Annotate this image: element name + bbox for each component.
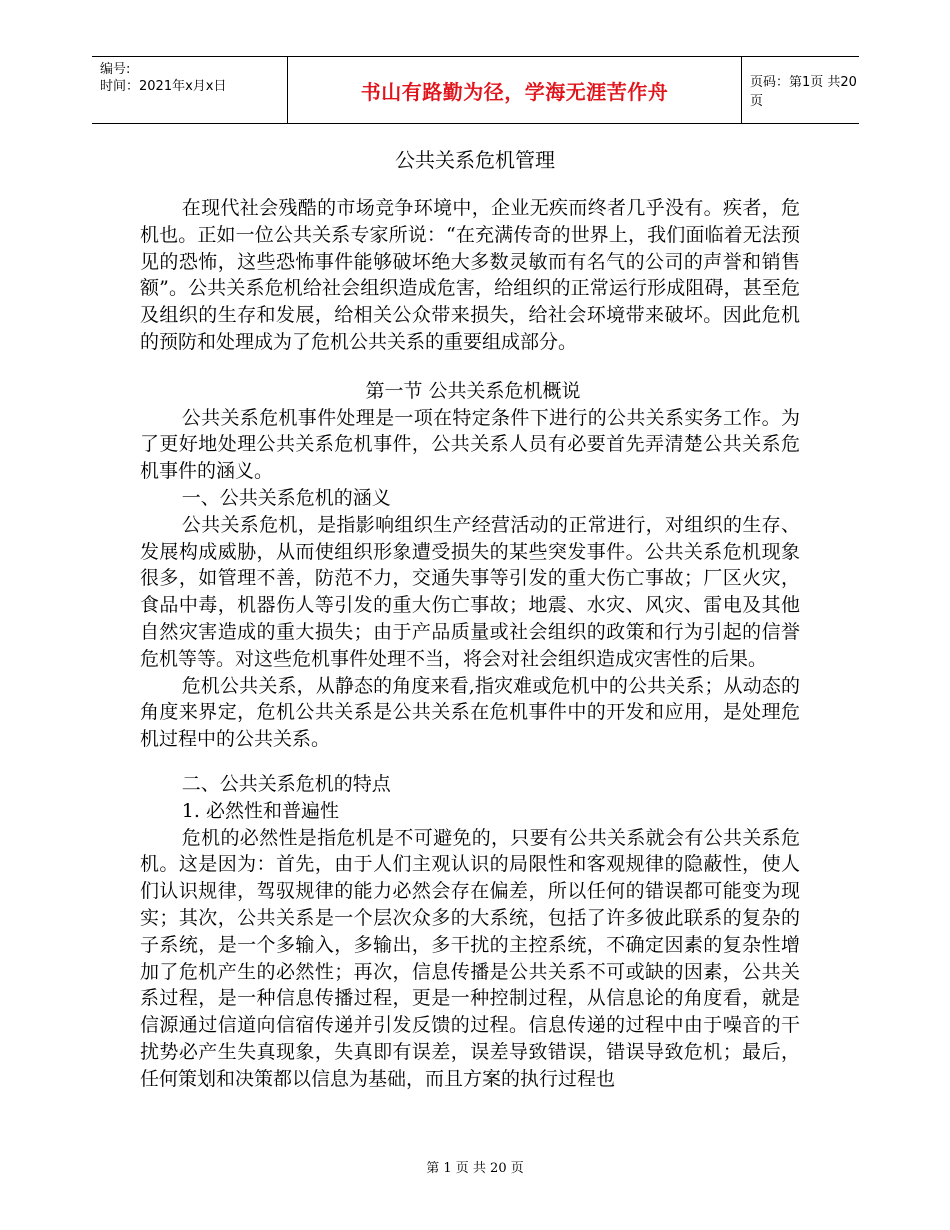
page-footer: 第 1 页 共 20 页 — [426, 1161, 524, 1176]
number-label: 编号: — [100, 62, 131, 77]
section-intro-paragraph: 公共关系危机事件处理是一项在特定条件下进行的公共关系实务工作。为了更好地处理公共关系危机事件，公共关系人员有必要首先弄清楚公共关系危机事件的涵义。 — [140, 406, 800, 483]
time-label: 时间：2021年x月x日 — [100, 79, 227, 94]
document-header — [92, 56, 859, 124]
document-body — [140, 195, 800, 1093]
header-meta — [92, 57, 287, 123]
heading-features: 二、公共关系危机的特点 — [181, 772, 391, 795]
motto-text: 书山有路勤为径，学海无涯苦作舟 — [360, 79, 669, 104]
header-motto-cell — [287, 57, 742, 123]
spacer — [140, 753, 800, 771]
section-title: 第一节 公共关系危机概说 — [365, 379, 581, 402]
spacer — [140, 356, 800, 378]
header-page-info — [742, 57, 859, 123]
intro-paragraph: 在现代社会残酷的市场竞争环境中，企业无疾而终者几乎没有。疾者，危机也。正如一位公共关系专家所说：“在充满传奇的世界上，我们面临着无法预见的恐怖，这些恐怖事件能够破坏绝大多数灵敏而有名气的公司的声誉和销售额”。公共关系危机给社会组织造成危害，给组织的正常运行形成阻碍，甚至危及组织的生存和发展，给相关公众带来损失，给社会环境带来破坏。因此危机的预防和处理成为了危机公共关系的重要组成部分。 — [140, 197, 800, 353]
necessity-paragraph: 危机的必然性是指危机是不可避免的，只要有公共关系就会有公共关系危机。这是因为：首先，由于人们主观认识的局限性和客观规律的隐蔽性，使人们认识规律，驾驭规律的能力必然会存在偏差，所以任何的错误都可能变为现实；其次，公共关系是一个层次众多的大系统，包括了许多彼此联系的复杂的子系统，是一个多输入，多输出，多干扰的主控系统，不确定因素的复杂性增加了危机产生的必然性；再次，信息传播是公共关系不可或缺的因素，公共关系过程，是一种信息传播过程，更是一种控制过程，从信息论的角度看，就是信源通过信道向信宿传递并引发反馈的过程。信息传递的过程中由于噪音的干扰势必产生失真现象，失真即有误差，误差导致错误，错误导致危机；最后，任何策划和决策都以信息为基础，而且方案的执行过程也 — [140, 826, 800, 1090]
heading-necessity: 1. 必然性和普遍性 — [181, 799, 339, 822]
page-info-text: 页码：第1页 共20页 — [750, 75, 857, 109]
definition-paragraph: 公共关系危机，是指影响组织生产经营活动的正常进行，对组织的生存、发展构成威胁，从而使组织形象遭受损失的某些突发事件。公共关系危机现象很多，如管理不善，防范不力，交通失事等引发的重大伤亡事故；厂区火灾，食品中毒，机器伤人等引发的重大伤亡事故；地震、水灾、风灾、雷电及其他自然灾害造成的重大损失；由于产品质量或社会组织的政策和行为引起的信誉危机等等。对这些危机事件处理不当，将会对社会组织造成灾害性的后果。 — [140, 513, 800, 670]
crisis-pr-paragraph: 危机公共关系，从静态的角度来看,指灾难或危机中的公共关系；从动态的角度来界定，危机公共关系是公共关系在危机事件中的开发和应用，是处理危机过程中的公共关系。 — [140, 674, 800, 751]
heading-definition: 一、公共关系危机的涵义 — [181, 486, 391, 509]
document-title: 公共关系危机管理 — [395, 148, 555, 172]
